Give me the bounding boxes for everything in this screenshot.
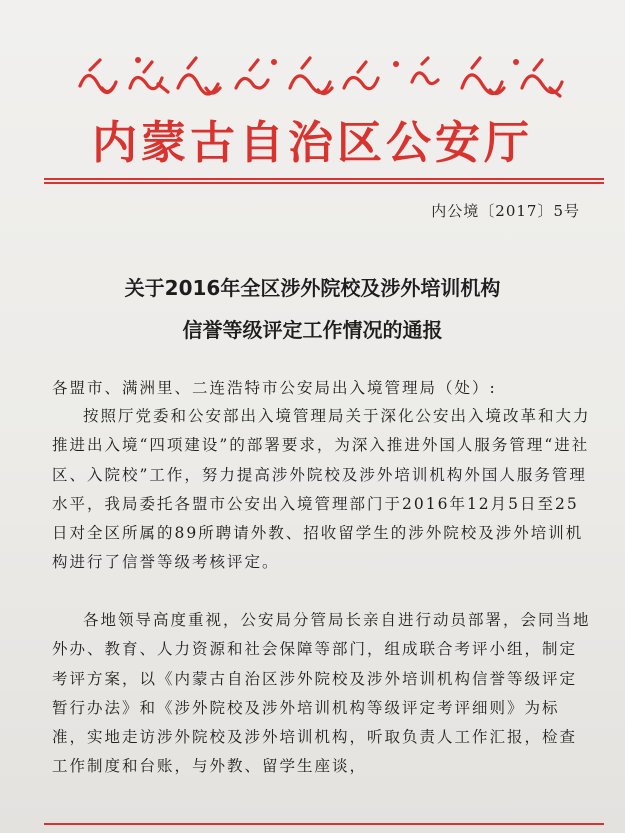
header-red-rule-top (44, 178, 604, 180)
issuing-authority-title: 内蒙古自治区公安厅 (91, 116, 533, 169)
document-title-line-1: 关于2016年全区涉外院校及涉外培训机构 (124, 276, 501, 300)
footer-red-rule (44, 823, 604, 825)
header-red-rule-bottom (44, 182, 604, 184)
salutation: 各盟市、满洲里、二连浩特市公安局出入境管理局（处）: (52, 379, 497, 397)
mongolian-script-graphic (78, 48, 578, 108)
document-number: 内公境〔2017〕5号 (431, 202, 580, 220)
mongolian-script-header (78, 48, 578, 108)
paragraph-1: 按照厅党委和公安部出入境管理局关于深化公安出入境改革和大力推进出入境“四项建设”的部署要求，为深入推进外国人服务管理“进社区、入院校”工作，努力提高涉外院校及涉外培训机构外国人服务管理水平，我局委托各盟市公安出入境管理部门于2016年12月5日至25日对全区所属的89所聘请外教、招收留学生的涉外院校及涉外培训机构进行了信誉等级考核评定。 (52, 407, 591, 572)
document-title-line-2: 信誉等级评定工作情况的通报 (182, 318, 443, 342)
paragraph-2: 各地领导高度重视，公安局分管局长亲自进行动员部署，会同当地外办、教育、人力资源和社会保障等部门，组成联合考评小组，制定考评方案，以《内蒙古自治区涉外院校及涉外培训机构信誉等级评定暂行办法》和《涉外院校及涉外培训机构等级评定考评细则》为标准，实地走访涉外院校及涉外培训机构，听取负责人工作汇报，检查工作制度和台账，与外教、留学生座谈， (52, 611, 591, 776)
